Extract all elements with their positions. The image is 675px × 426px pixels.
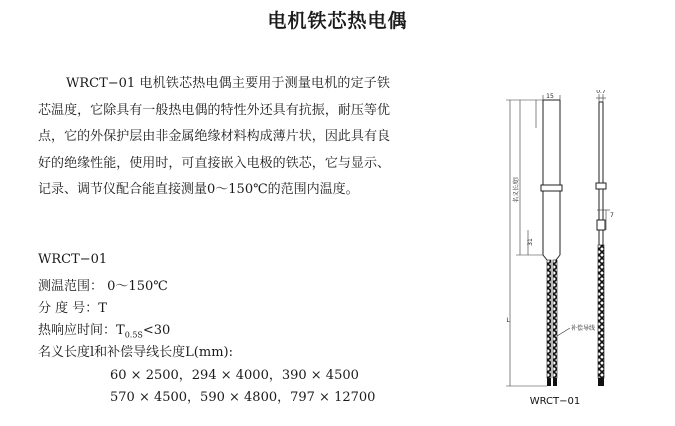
range-label: 测温范围： — [38, 279, 104, 294]
description-paragraph: WRCT−01 电机铁芯热电偶主要用于测量电机的定子铁芯温度，它除具有一般热电偶的特性外还具有抗振，耐压等优点，它的外保护层由非金属绝缘材料构成薄片状，因此具有良好的绝缘性能，使用时，可直接嵌入电极的铁芯，它与显示、记录、调节仪配合能直接测量0～150℃的范围内温度。 — [38, 76, 390, 197]
temperature-range — [38, 275, 168, 294]
graduation — [38, 297, 107, 316]
sizes-row-1: 60 × 2500，294 × 4000，390 × 4500 — [110, 368, 359, 383]
sizes-row-2: 570 × 4500，590 × 4800，797 × 12700 — [110, 390, 376, 405]
dim-total-length: L — [506, 317, 510, 324]
lead-wires — [547, 260, 557, 386]
dim-nominal-length: 名义长度l — [513, 177, 520, 203]
page-title: 电机铁芯热电偶 — [267, 10, 408, 32]
side-view — [596, 102, 606, 386]
dim-top: 15 — [546, 93, 554, 100]
range-value: 0～150℃ — [107, 279, 168, 294]
dim-thickness: 0.7 — [596, 90, 606, 95]
sensor-body — [541, 100, 562, 260]
dimension-lines — [506, 94, 610, 386]
dim-width: 7 — [610, 212, 614, 219]
dim-small: 31 — [527, 238, 534, 246]
grade-value: T — [98, 301, 107, 316]
lead-label: 补偿导线 — [571, 325, 596, 332]
grade-label: 分 度 号： — [38, 301, 99, 316]
response-value: <30 — [142, 323, 171, 338]
response-time — [38, 319, 170, 340]
response-subscript: 0.5S — [124, 330, 143, 340]
response-symbol: T — [116, 323, 125, 338]
response-label: 热响应时间： — [38, 323, 117, 338]
model-number: WRCT−01 — [38, 252, 108, 267]
diagram-caption: WRCT−01 — [529, 396, 581, 407]
length-label: 名义长度l和补偿导线长度L(mm): — [38, 345, 233, 360]
thermocouple-drawing — [470, 90, 645, 410]
